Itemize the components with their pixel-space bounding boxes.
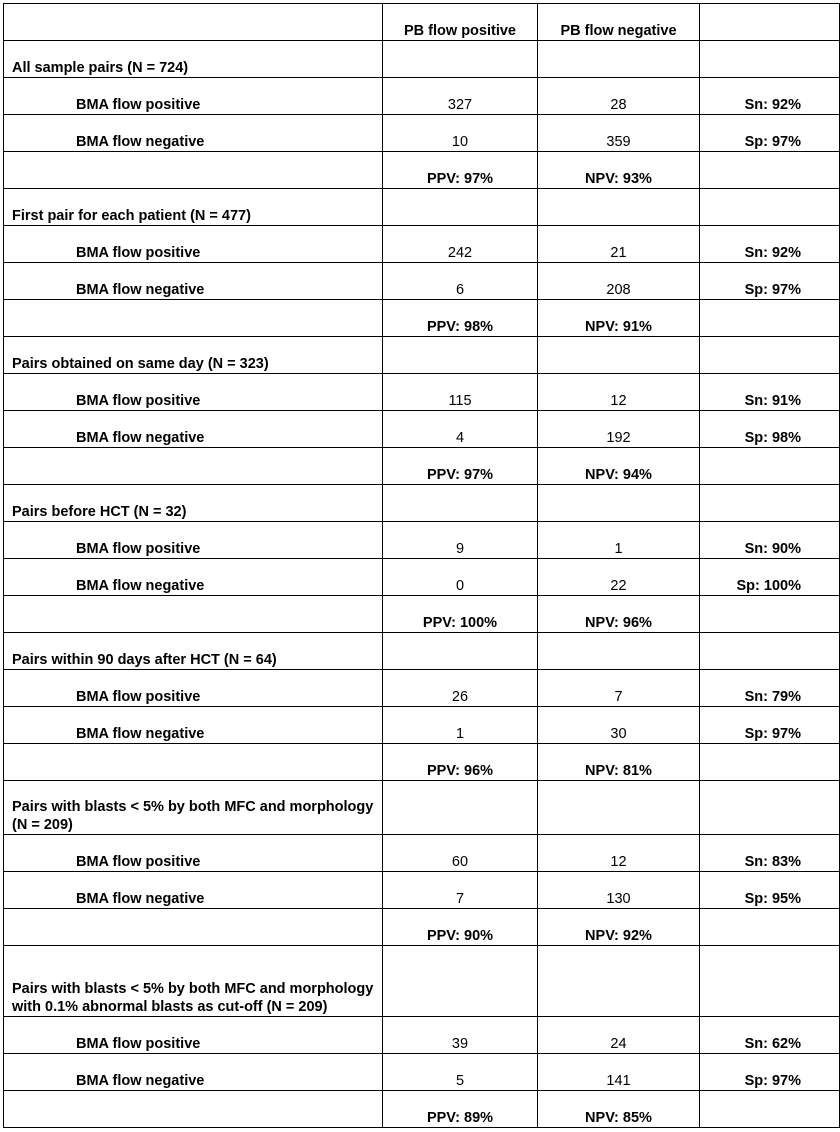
empty-cell xyxy=(4,448,383,485)
empty-cell xyxy=(4,1091,383,1128)
predictive-values-row xyxy=(4,1091,840,1128)
bma-positive-label: BMA flow positive xyxy=(4,1017,383,1054)
pb-positive-count: 39 xyxy=(383,1017,538,1054)
pb-negative-count: 30 xyxy=(538,707,700,744)
empty-cell xyxy=(700,596,840,633)
sensitivity-value: Sn: 62% xyxy=(700,1017,840,1054)
specificity-value: Sp: 97% xyxy=(700,115,840,152)
bma-negative-label: BMA flow negative xyxy=(4,263,383,300)
specificity-value: Sp: 97% xyxy=(700,707,840,744)
pb-negative-count: 208 xyxy=(538,263,700,300)
npv-value: NPV: 85% xyxy=(538,1091,700,1128)
empty-cell xyxy=(700,448,840,485)
pb-positive-count: 10 xyxy=(383,115,538,152)
empty-cell xyxy=(4,596,383,633)
pb-negative-count: 21 xyxy=(538,226,700,263)
pb-positive-count: 5 xyxy=(383,1054,538,1091)
bma-negative-label: BMA flow negative xyxy=(4,872,383,909)
header-label-cell xyxy=(4,4,383,41)
bma-negative-row xyxy=(4,707,840,744)
empty-cell xyxy=(538,41,700,78)
specificity-value: Sp: 98% xyxy=(700,411,840,448)
predictive-values-row xyxy=(4,596,840,633)
results-table xyxy=(3,3,840,1128)
ppv-value: PPV: 90% xyxy=(383,909,538,946)
predictive-values-row xyxy=(4,448,840,485)
sensitivity-value: Sn: 83% xyxy=(700,835,840,872)
empty-cell xyxy=(538,946,700,1017)
empty-cell xyxy=(700,946,840,1017)
empty-cell xyxy=(383,189,538,226)
npv-value: NPV: 94% xyxy=(538,448,700,485)
pb-negative-count: 7 xyxy=(538,670,700,707)
npv-value: NPV: 92% xyxy=(538,909,700,946)
empty-cell xyxy=(538,781,700,835)
empty-cell xyxy=(700,485,840,522)
bma-negative-row xyxy=(4,872,840,909)
empty-cell xyxy=(700,300,840,337)
pb-positive-count: 60 xyxy=(383,835,538,872)
group-title: Pairs before HCT (N = 32) xyxy=(4,485,383,522)
empty-cell xyxy=(383,337,538,374)
bma-positive-row xyxy=(4,835,840,872)
bma-negative-row xyxy=(4,1054,840,1091)
results-table-body xyxy=(4,4,840,1128)
header-pb-positive: PB flow positive xyxy=(383,4,538,41)
empty-cell xyxy=(700,744,840,781)
bma-negative-row xyxy=(4,115,840,152)
pb-positive-count: 115 xyxy=(383,374,538,411)
sensitivity-value: Sn: 91% xyxy=(700,374,840,411)
ppv-value: PPV: 98% xyxy=(383,300,538,337)
header-row xyxy=(4,4,840,41)
bma-negative-row xyxy=(4,559,840,596)
pb-positive-count: 26 xyxy=(383,670,538,707)
pb-positive-count: 7 xyxy=(383,872,538,909)
group-title-row xyxy=(4,633,840,670)
empty-cell xyxy=(700,189,840,226)
pb-positive-count: 1 xyxy=(383,707,538,744)
group-title: Pairs with blasts < 5% by both MFC and morphology with 0.1% abnormal blasts as cut-off (N = 209) xyxy=(4,946,383,1017)
bma-negative-label: BMA flow negative xyxy=(4,115,383,152)
pb-negative-count: 24 xyxy=(538,1017,700,1054)
header-stat-cell xyxy=(700,4,840,41)
sensitivity-value: Sn: 92% xyxy=(700,226,840,263)
bma-positive-label: BMA flow positive xyxy=(4,374,383,411)
group-title: Pairs obtained on same day (N = 323) xyxy=(4,337,383,374)
empty-cell xyxy=(383,41,538,78)
bma-negative-row xyxy=(4,263,840,300)
npv-value: NPV: 93% xyxy=(538,152,700,189)
empty-cell xyxy=(700,337,840,374)
empty-cell xyxy=(4,744,383,781)
empty-cell xyxy=(538,189,700,226)
pb-positive-count: 9 xyxy=(383,522,538,559)
bma-positive-row xyxy=(4,670,840,707)
group-title: Pairs with blasts < 5% by both MFC and morphology (N = 209) xyxy=(4,781,383,835)
bma-positive-label: BMA flow positive xyxy=(4,78,383,115)
pb-positive-count: 6 xyxy=(383,263,538,300)
ppv-value: PPV: 97% xyxy=(383,152,538,189)
empty-cell xyxy=(4,152,383,189)
pb-positive-count: 4 xyxy=(383,411,538,448)
empty-cell xyxy=(700,1091,840,1128)
bma-positive-row xyxy=(4,374,840,411)
pb-negative-count: 12 xyxy=(538,374,700,411)
pb-negative-count: 22 xyxy=(538,559,700,596)
bma-negative-row xyxy=(4,411,840,448)
group-title-row xyxy=(4,946,840,1017)
pb-negative-count: 130 xyxy=(538,872,700,909)
ppv-value: PPV: 89% xyxy=(383,1091,538,1128)
npv-value: NPV: 96% xyxy=(538,596,700,633)
predictive-values-row xyxy=(4,744,840,781)
predictive-values-row xyxy=(4,909,840,946)
empty-cell xyxy=(383,633,538,670)
sensitivity-value: Sn: 92% xyxy=(700,78,840,115)
pb-positive-count: 242 xyxy=(383,226,538,263)
bma-positive-row xyxy=(4,78,840,115)
group-title-row xyxy=(4,337,840,374)
empty-cell xyxy=(538,485,700,522)
npv-value: NPV: 91% xyxy=(538,300,700,337)
specificity-value: Sp: 97% xyxy=(700,263,840,300)
bma-positive-label: BMA flow positive xyxy=(4,226,383,263)
ppv-value: PPV: 100% xyxy=(383,596,538,633)
empty-cell xyxy=(538,337,700,374)
bma-positive-label: BMA flow positive xyxy=(4,835,383,872)
bma-positive-row xyxy=(4,1017,840,1054)
pb-negative-count: 192 xyxy=(538,411,700,448)
ppv-value: PPV: 97% xyxy=(383,448,538,485)
empty-cell xyxy=(383,946,538,1017)
bma-negative-label: BMA flow negative xyxy=(4,1054,383,1091)
pb-positive-count: 0 xyxy=(383,559,538,596)
ppv-value: PPV: 96% xyxy=(383,744,538,781)
pb-positive-count: 327 xyxy=(383,78,538,115)
bma-negative-label: BMA flow negative xyxy=(4,411,383,448)
group-title-row xyxy=(4,781,840,835)
npv-value: NPV: 81% xyxy=(538,744,700,781)
pb-negative-count: 28 xyxy=(538,78,700,115)
predictive-values-row xyxy=(4,152,840,189)
empty-cell xyxy=(700,633,840,670)
header-pb-negative: PB flow negative xyxy=(538,4,700,41)
group-title: First pair for each patient (N = 477) xyxy=(4,189,383,226)
bma-positive-label: BMA flow positive xyxy=(4,522,383,559)
empty-cell xyxy=(383,781,538,835)
pb-negative-count: 12 xyxy=(538,835,700,872)
bma-positive-label: BMA flow positive xyxy=(4,670,383,707)
group-title-row xyxy=(4,485,840,522)
specificity-value: Sp: 97% xyxy=(700,1054,840,1091)
group-title: All sample pairs (N = 724) xyxy=(4,41,383,78)
pb-negative-count: 1 xyxy=(538,522,700,559)
specificity-value: Sp: 100% xyxy=(700,559,840,596)
empty-cell xyxy=(700,152,840,189)
empty-cell xyxy=(700,41,840,78)
specificity-value: Sp: 95% xyxy=(700,872,840,909)
group-title-row xyxy=(4,189,840,226)
bma-positive-row xyxy=(4,226,840,263)
empty-cell xyxy=(4,300,383,337)
pb-negative-count: 141 xyxy=(538,1054,700,1091)
bma-negative-label: BMA flow negative xyxy=(4,707,383,744)
pb-negative-count: 359 xyxy=(538,115,700,152)
sensitivity-value: Sn: 79% xyxy=(700,670,840,707)
group-title-row xyxy=(4,41,840,78)
empty-cell xyxy=(383,485,538,522)
empty-cell xyxy=(538,633,700,670)
bma-positive-row xyxy=(4,522,840,559)
empty-cell xyxy=(700,781,840,835)
empty-cell xyxy=(700,909,840,946)
predictive-values-row xyxy=(4,300,840,337)
group-title: Pairs within 90 days after HCT (N = 64) xyxy=(4,633,383,670)
sensitivity-value: Sn: 90% xyxy=(700,522,840,559)
bma-negative-label: BMA flow negative xyxy=(4,559,383,596)
empty-cell xyxy=(4,909,383,946)
